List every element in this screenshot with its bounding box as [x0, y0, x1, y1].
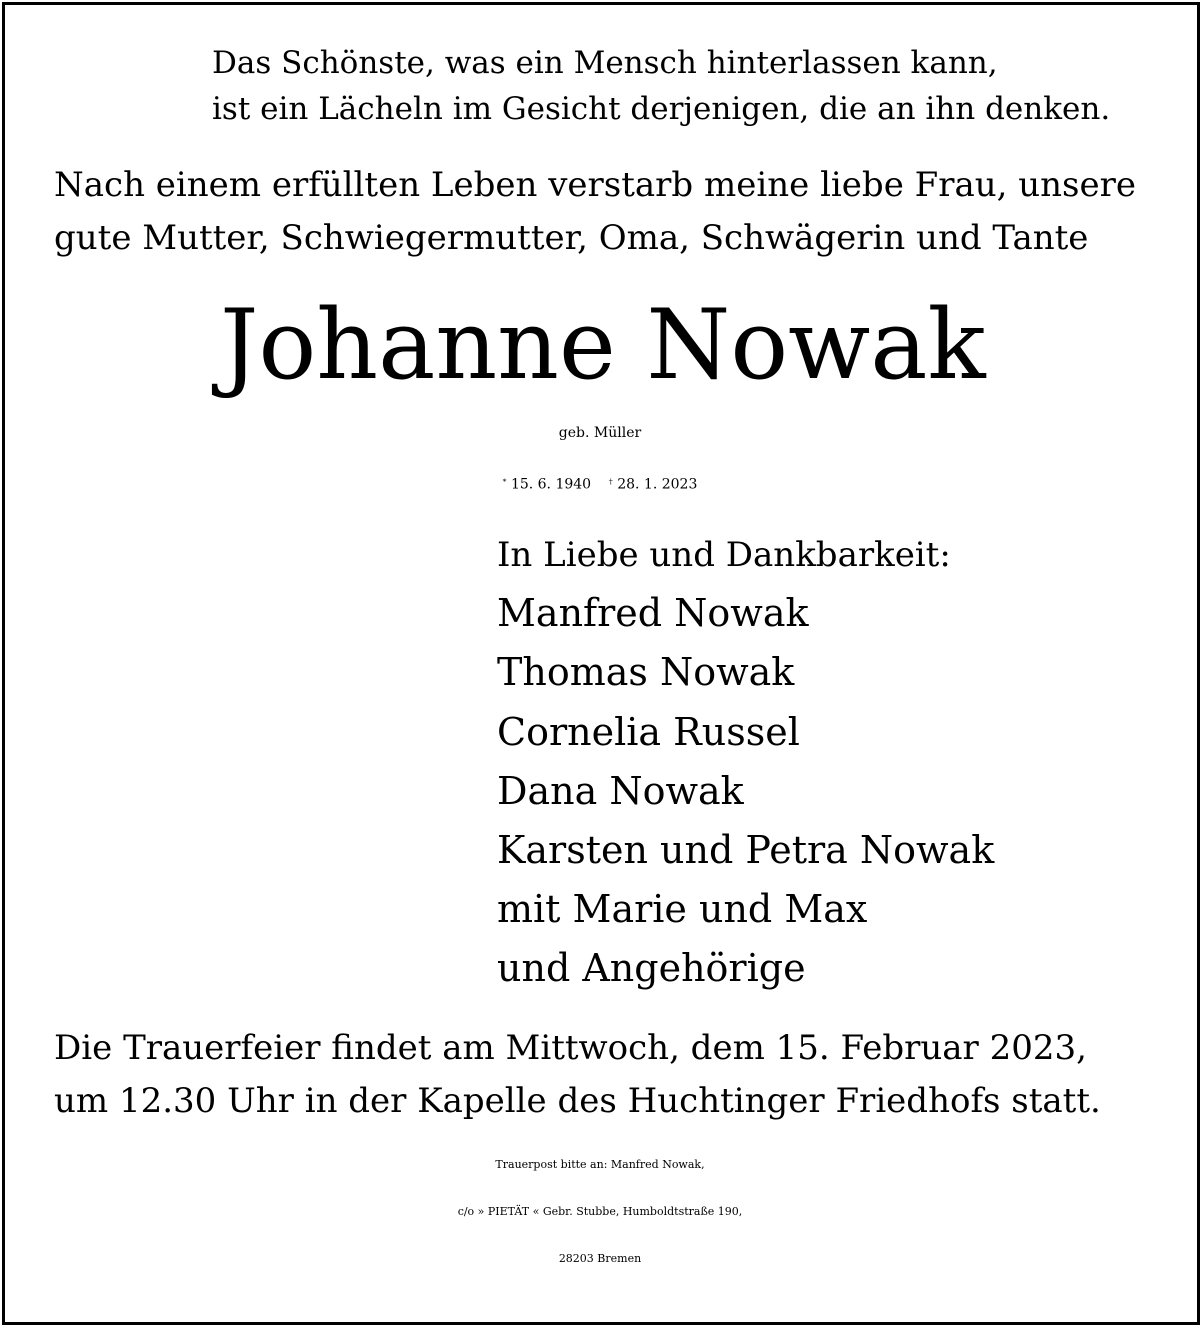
death-date: 28. 1. 2023 — [617, 476, 698, 493]
born-symbol: * — [502, 477, 507, 486]
mourner-name: Cornelia Russel — [497, 710, 800, 754]
address-line-3: 28203 Bremen — [558, 1252, 642, 1265]
service-line-2: um 12.30 Uhr in der Kapelle des Huchtinger Friedhofs statt. — [54, 1081, 1101, 1121]
mourner-name: Thomas Nowak — [497, 650, 795, 694]
mourner-name: Dana Nowak — [497, 769, 744, 813]
mourner-name: Karsten und Petra Nowak — [497, 828, 995, 872]
address-line-1: Trauerpost bitte an: Manfred Nowak, — [495, 1158, 705, 1171]
mourner-name: Manfred Nowak — [497, 591, 809, 635]
address-line-2: c/o » PIETÄT « Gebr. Stubbe, Humboldtstraße 190, — [457, 1205, 743, 1218]
quote-line-2: ist ein Lächeln im Gesicht derjenigen, die an ihn denken. — [212, 91, 1111, 127]
life-dates — [0, 457, 1200, 510]
intro-line-2: gute Mutter, Schwiegermutter, Oma, Schwägerin und Tante — [54, 218, 1089, 258]
mourner-name: und Angehörige — [497, 946, 806, 990]
intro-line-1: Nach einem erfüllten Leben verstarb meine liebe Frau, unsere — [54, 165, 1136, 205]
deceased-name: Johanne Nowak — [220, 289, 986, 401]
service-line-1: Die Trauerfeier findet am Mittwoch, dem 15. Februar 2023, — [54, 1028, 1087, 1068]
death-symbol: † — [608, 477, 613, 486]
mourners-heading: In Liebe und Dankbarkeit: — [497, 535, 951, 575]
birth-date: 15. 6. 1940 — [510, 476, 592, 493]
birth-name: geb. Müller — [558, 425, 642, 441]
quote-line-1: Das Schönste, was ein Mensch hinterlassen kann, — [212, 45, 998, 81]
mourner-name: mit Marie und Max — [497, 887, 868, 931]
